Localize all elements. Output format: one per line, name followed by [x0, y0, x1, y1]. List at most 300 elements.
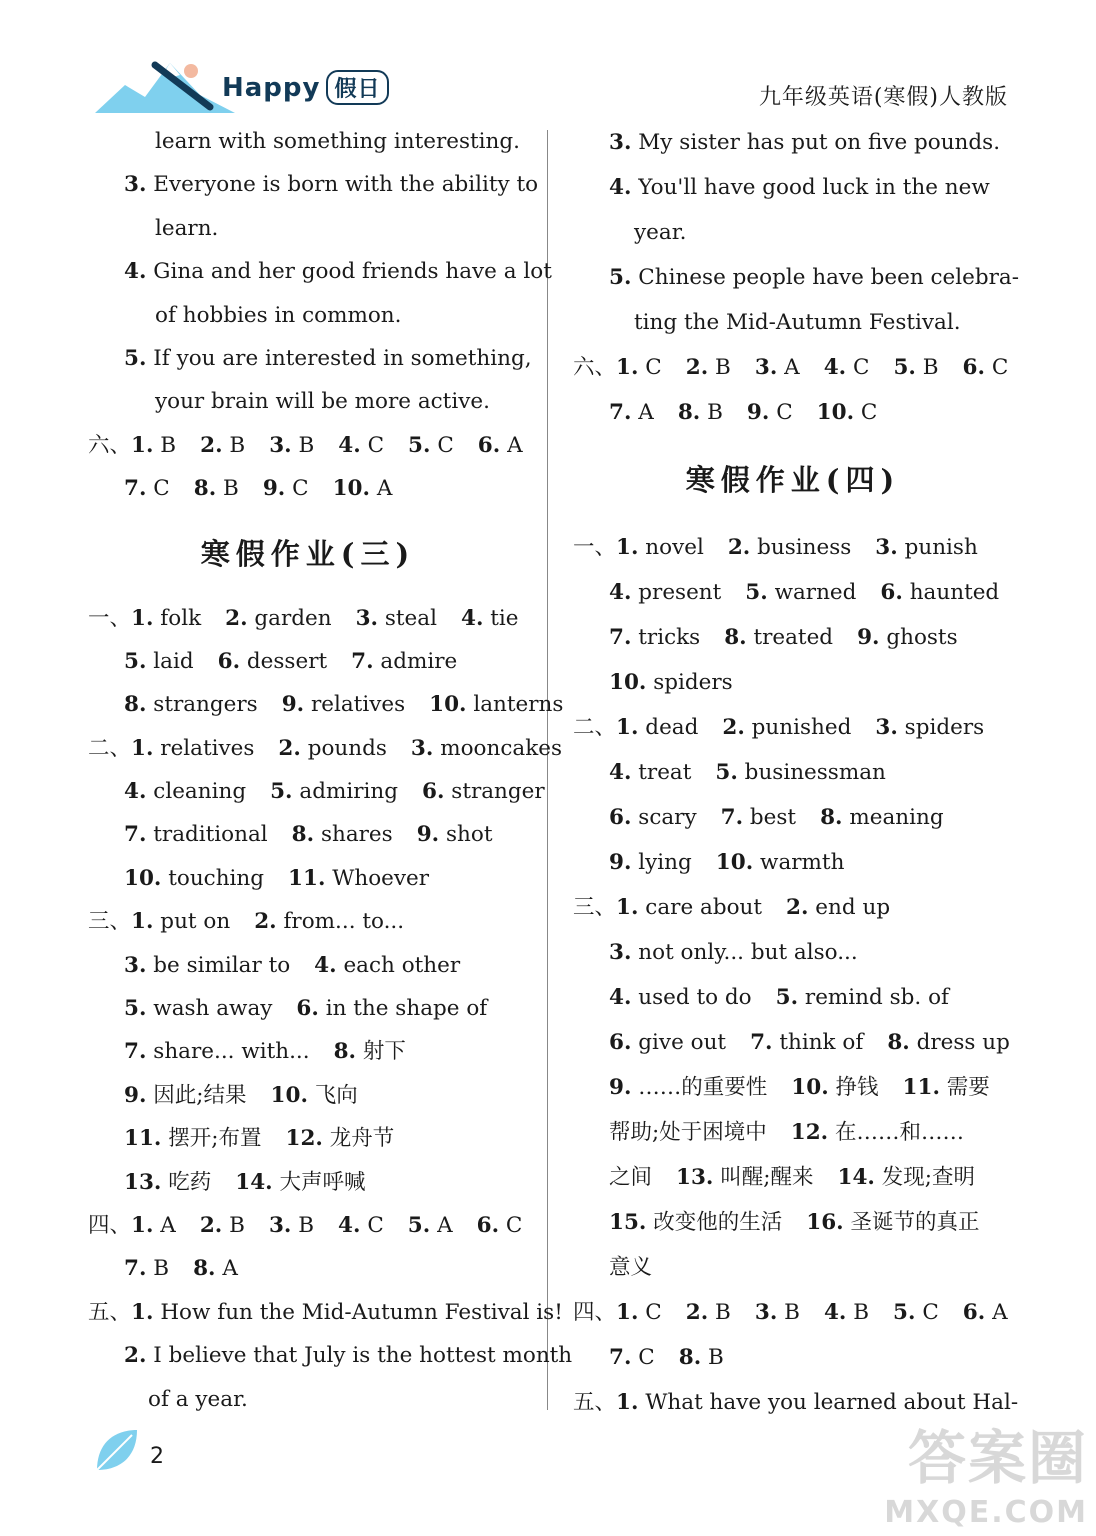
item-number: 7.	[124, 1256, 147, 1282]
section-title: 寒假作业(三)	[200, 536, 416, 571]
item-answer: ……的重要性	[631, 1075, 768, 1100]
section-label: 六、	[88, 432, 132, 458]
answer-item	[724, 625, 833, 650]
answer-item	[124, 649, 194, 674]
item-answer: shot	[439, 822, 493, 848]
item-number: 3.	[355, 605, 379, 631]
answer-item	[791, 1075, 878, 1100]
answer-item	[124, 779, 246, 804]
answer-item	[408, 433, 454, 458]
item-answer: strangers	[146, 692, 258, 718]
item-number: 2.	[254, 909, 277, 935]
answer-item	[131, 606, 201, 631]
left-column	[88, 120, 573, 1421]
item-answer: garden	[247, 605, 332, 631]
answer-row	[88, 1117, 528, 1160]
item-number: 5.	[715, 760, 738, 785]
answer-line: of hobbies in common.	[155, 302, 402, 328]
answer-row	[573, 750, 1013, 795]
section-label: 五、	[573, 1390, 617, 1415]
answer-item	[411, 736, 562, 761]
item-number: 5.	[893, 355, 916, 380]
item-answer: dead	[638, 715, 699, 740]
item-answer: C	[285, 476, 309, 502]
answer-item	[286, 1126, 395, 1151]
series-title: 九年级英语(寒假)人教版	[758, 85, 1008, 110]
answer-row	[573, 1200, 1013, 1245]
answer-item	[745, 580, 856, 605]
answer-item	[728, 535, 851, 560]
answer-item	[124, 953, 290, 978]
answer-line: 五、1. What have you learned about Hal-	[573, 1390, 1019, 1415]
answer-item	[218, 649, 327, 674]
item-number: 13.	[124, 1169, 162, 1195]
answer-item	[193, 1256, 238, 1281]
answer-item	[963, 355, 1009, 380]
answer-item	[292, 822, 393, 847]
item-answer: relatives	[153, 735, 255, 761]
answer-row	[573, 660, 1013, 705]
item-answer: A	[777, 355, 800, 380]
item-number: 15.	[609, 1210, 647, 1235]
answer-item	[791, 1120, 964, 1145]
answer-item	[893, 1300, 939, 1325]
item-number: 5.	[775, 985, 799, 1010]
item-answer: tie	[483, 605, 519, 631]
answer-item	[616, 895, 762, 920]
item-number: 6.	[477, 432, 501, 458]
answer-line: year.	[634, 220, 687, 245]
answer-item	[269, 433, 314, 458]
item-number: 10.	[791, 1075, 829, 1100]
answer-item	[131, 736, 254, 761]
item-number: 3.	[875, 715, 898, 740]
item-answer: care about	[638, 895, 763, 920]
item-answer: 大声呼喊	[272, 1169, 366, 1195]
item-number: 4.	[609, 985, 632, 1010]
item-number: 8.	[193, 1256, 216, 1282]
item-number: 9.	[609, 850, 632, 875]
item-answer: A	[985, 1300, 1008, 1325]
item-number: 10.	[609, 670, 647, 695]
item-answer: touching	[161, 865, 265, 891]
answer-item	[194, 476, 239, 501]
item-number: 7.	[124, 1039, 147, 1065]
item-answer: share... with...	[146, 1039, 310, 1065]
item-number: 9.	[281, 692, 305, 718]
answer-item	[408, 1213, 453, 1238]
item-answer: novel	[638, 535, 704, 560]
logo-badge: 假日	[326, 70, 388, 105]
item-answer: businessman	[737, 760, 886, 785]
answer-item	[278, 736, 387, 761]
item-answer: present	[631, 580, 722, 605]
item-answer: treat	[631, 760, 692, 785]
item-answer: C	[638, 1300, 662, 1325]
item-answer: business	[750, 535, 852, 560]
item-number: 10.	[715, 850, 754, 875]
logo-text: Happy	[222, 73, 321, 103]
item-number: 11.	[902, 1075, 940, 1100]
answer-item	[270, 779, 398, 804]
item-number: 2.	[727, 535, 751, 560]
answer-item	[429, 692, 563, 717]
section-label: 二、	[573, 715, 617, 740]
item-answer: cleaning	[146, 779, 247, 805]
item-answer: think of	[772, 1030, 864, 1055]
item-number: 2.	[200, 432, 223, 458]
answer-item	[461, 606, 519, 631]
item-number: 4.	[609, 580, 632, 605]
item-number: 3.	[268, 1212, 292, 1238]
answer-item	[269, 1213, 314, 1238]
item-answer: be similar to	[146, 952, 291, 978]
answer-item	[824, 355, 870, 380]
answer-item	[903, 1075, 990, 1100]
answer-item	[609, 1210, 782, 1235]
item-answer: C	[846, 355, 870, 380]
item-number: 4.	[338, 432, 361, 458]
item-answer: 飞向	[307, 1082, 358, 1108]
item-number: 7.	[609, 625, 632, 650]
item-answer: warned	[767, 580, 857, 605]
item-answer: B	[222, 1212, 245, 1238]
answer-line: your brain will be more active.	[155, 389, 490, 415]
answer-row	[88, 1247, 528, 1290]
item-number: 9.	[124, 1082, 147, 1108]
item-answer: shares	[314, 822, 393, 848]
watermark-logo: 答案圈	[907, 1424, 1088, 1492]
answer-row	[88, 727, 562, 770]
item-number: 9.	[746, 400, 770, 425]
answer-row	[88, 944, 528, 987]
logo-mountain-icon	[95, 55, 235, 115]
item-number: 5.	[745, 580, 768, 605]
item-number: 10.	[816, 400, 855, 425]
answer-row	[88, 857, 528, 900]
item-answer: mooncakes	[433, 735, 562, 761]
page-number: 2	[150, 1444, 164, 1469]
answer-item	[616, 1300, 662, 1325]
item-answer: spiders	[646, 670, 733, 695]
answer-item	[356, 606, 437, 631]
answer-item	[887, 1030, 1010, 1055]
item-answer: 发现;查明	[874, 1165, 976, 1190]
item-answer: scary	[631, 805, 697, 830]
item-answer: C	[146, 476, 170, 502]
answer-row	[573, 615, 1013, 660]
item-answer: A	[153, 1212, 176, 1238]
item-number: 3.	[410, 735, 434, 761]
answer-line: 意义	[609, 1255, 653, 1280]
answer-row	[573, 345, 1013, 390]
item-answer: B	[153, 432, 177, 458]
item-answer: punish	[897, 535, 978, 560]
item-answer: tricks	[631, 625, 701, 650]
answer-item	[417, 822, 493, 847]
page-header	[0, 0, 1096, 120]
item-number: 3.	[124, 952, 147, 978]
item-answer: B	[708, 1300, 731, 1325]
item-answer: C	[430, 432, 454, 458]
item-answer: dress up	[909, 1030, 1010, 1055]
answer-item	[609, 625, 700, 650]
section-label: 三、	[88, 909, 132, 935]
item-answer: B	[700, 400, 723, 425]
item-answer: C	[854, 400, 878, 425]
answer-item	[124, 1256, 169, 1281]
answer-item	[715, 760, 886, 785]
item-answer: stranger	[444, 779, 545, 805]
answer-item	[124, 1039, 310, 1064]
answer-line: 5. If you are interested in something,	[124, 345, 532, 371]
item-answer: B	[701, 1345, 724, 1370]
answer-item	[875, 535, 978, 560]
answer-item	[880, 580, 999, 605]
item-answer: admiring	[292, 779, 398, 805]
answer-row	[88, 424, 528, 467]
item-answer: dessert	[240, 648, 328, 674]
answer-row	[88, 597, 528, 640]
answer-item	[609, 580, 721, 605]
answer-line: learn with something interesting.	[155, 129, 520, 154]
item-answer: steal	[378, 605, 437, 631]
answer-item	[820, 805, 944, 830]
answer-row	[573, 840, 1013, 885]
answer-item	[755, 355, 800, 380]
item-number: 10.	[332, 476, 370, 502]
item-number: 2.	[278, 735, 301, 761]
item-number: 8.	[124, 692, 147, 718]
answer-item	[679, 1345, 724, 1370]
answer-item	[131, 433, 176, 458]
answer-row	[573, 930, 1013, 975]
answer-item	[609, 940, 858, 965]
section-label: 五、	[88, 1299, 132, 1325]
answer-line: 3. Everyone is born with the ability to	[124, 172, 539, 198]
item-answer: 需要	[939, 1075, 990, 1100]
answer-row	[573, 1335, 1013, 1380]
answer-item	[477, 1213, 523, 1238]
item-number: 13.	[676, 1165, 714, 1190]
item-number: 7.	[609, 1345, 632, 1370]
item-answer: C	[769, 400, 793, 425]
item-number: 10.	[124, 865, 162, 891]
item-number: 7.	[351, 648, 374, 674]
section-label: 六、	[573, 355, 617, 380]
answer-line: 3. My sister has put on five pounds.	[609, 130, 1001, 155]
answer-line: learn.	[155, 215, 219, 241]
answer-item	[875, 715, 984, 740]
item-number: 7.	[750, 1030, 773, 1055]
answer-item	[824, 1300, 869, 1325]
answer-item	[351, 649, 457, 674]
watermark	[884, 1411, 1088, 1530]
answer-item	[338, 1213, 384, 1238]
answer-row	[88, 987, 528, 1030]
item-answer: Whoever	[325, 865, 430, 891]
answer-item	[686, 355, 731, 380]
answer-row	[88, 1204, 528, 1247]
item-number: 1.	[131, 909, 154, 935]
item-number: 1.	[616, 895, 639, 920]
item-answer: C	[984, 355, 1009, 380]
item-answer: put on	[153, 909, 231, 935]
item-number: 1.	[616, 355, 639, 380]
item-number: 1.	[131, 1212, 154, 1238]
answer-item	[755, 1300, 800, 1325]
item-number: 5.	[407, 1212, 431, 1238]
answer-item	[686, 1300, 731, 1325]
answer-item	[314, 953, 460, 978]
item-number: 6.	[476, 1212, 500, 1238]
answer-row	[88, 467, 528, 510]
answer-line: ting the Mid-Autumn Festival.	[634, 310, 961, 335]
item-answer: B	[291, 1212, 315, 1238]
item-answer: B	[708, 355, 731, 380]
item-answer: A	[631, 400, 654, 425]
item-number: 1.	[131, 735, 154, 761]
item-answer: C	[499, 1212, 523, 1238]
item-number: 2.	[685, 1300, 709, 1325]
item-number: 6.	[422, 779, 445, 805]
item-answer: meaning	[842, 805, 944, 830]
item-answer: haunted	[902, 580, 1000, 605]
answer-item	[678, 400, 723, 425]
item-answer: A	[430, 1212, 453, 1238]
item-answer: A	[215, 1256, 238, 1282]
answer-item	[235, 1170, 365, 1195]
answer-item	[609, 1075, 767, 1100]
item-number: 7.	[124, 822, 147, 848]
item-answer: remind sb. of	[798, 985, 949, 1010]
answer-item	[609, 400, 654, 425]
answer-line: 五、1. How fun the Mid-Autumn Festival is!	[88, 1299, 563, 1325]
answer-item	[616, 535, 704, 560]
item-answer: B	[216, 476, 239, 502]
item-answer: in the shape of	[318, 996, 488, 1022]
answer-item	[857, 625, 958, 650]
item-answer: folk	[153, 605, 202, 631]
item-number: 10.	[429, 692, 467, 718]
item-answer: C	[638, 355, 662, 380]
item-answer: 挣钱	[828, 1075, 879, 1100]
answer-item	[131, 909, 230, 934]
answer-row	[573, 1065, 1013, 1110]
item-answer: lying	[631, 850, 692, 875]
answer-item	[334, 1039, 406, 1064]
item-number: 1.	[616, 715, 639, 740]
answer-item	[124, 1126, 262, 1151]
item-answer: end up	[808, 895, 891, 920]
item-number: 12.	[285, 1126, 323, 1152]
item-answer: not only... but also...	[631, 940, 858, 965]
item-answer: spiders	[897, 715, 985, 740]
answer-row	[88, 1161, 528, 1204]
answer-item	[124, 866, 264, 891]
item-answer: B	[846, 1300, 870, 1325]
item-answer: relatives	[304, 692, 406, 718]
section-label: 一、	[573, 535, 617, 560]
item-number: 1.	[131, 605, 154, 631]
item-number: 11.	[288, 865, 326, 891]
answer-item	[333, 476, 393, 501]
answer-row	[573, 525, 1013, 570]
answer-row	[88, 1030, 528, 1073]
right-column	[573, 120, 1020, 1425]
item-number: 9.	[416, 822, 440, 848]
answer-item	[609, 670, 733, 695]
item-number: 8.	[677, 400, 701, 425]
item-number: 6.	[609, 1030, 632, 1055]
answer-item	[609, 1345, 655, 1370]
answer-item	[609, 1030, 726, 1055]
answer-item	[806, 1210, 979, 1235]
item-answer: B	[146, 1256, 170, 1282]
item-number: 6.	[962, 355, 985, 380]
item-number: 1.	[616, 1300, 639, 1325]
item-number: 7.	[609, 400, 632, 425]
item-number: 5.	[270, 779, 293, 805]
answer-item	[271, 1083, 358, 1108]
answer-row: 之间 13. 叫醒;醒来 14. 发现;查明	[609, 1165, 976, 1190]
item-number: 3.	[609, 940, 632, 965]
answer-item	[124, 476, 170, 501]
item-answer: B	[222, 432, 246, 458]
item-answer: punished	[744, 715, 852, 740]
item-number: 4.	[314, 952, 337, 978]
answer-item	[288, 866, 429, 891]
answer-item	[963, 1300, 1008, 1325]
item-number: 2.	[199, 1212, 223, 1238]
item-number: 5.	[893, 1300, 916, 1325]
item-answer: treated	[746, 625, 834, 650]
answer-row	[573, 885, 1013, 930]
answer-item	[893, 355, 938, 380]
answer-item	[478, 433, 523, 458]
item-number: 4.	[609, 760, 632, 785]
answer-item	[131, 1213, 176, 1238]
item-answer: 在……和……	[828, 1120, 964, 1145]
item-number: 8.	[333, 1039, 357, 1065]
item-answer: C	[631, 1345, 655, 1370]
item-answer: B	[291, 432, 315, 458]
answer-row	[573, 570, 1013, 615]
item-number: 3.	[269, 432, 292, 458]
answer-row	[88, 900, 528, 943]
item-answer: best	[743, 805, 797, 830]
item-answer: 吃药	[161, 1169, 212, 1195]
item-answer: pounds	[300, 735, 387, 761]
answer-item	[200, 1213, 245, 1238]
answer-row	[88, 640, 528, 683]
item-answer: 叫醒;醒来	[713, 1165, 814, 1190]
item-answer: 因此;结果	[146, 1082, 247, 1108]
leaf-icon	[92, 1425, 142, 1475]
item-answer: C	[915, 1300, 939, 1325]
item-answer: each other	[336, 952, 461, 978]
answer-item	[817, 400, 878, 425]
item-number: 2.	[685, 355, 709, 380]
item-answer: from... to...	[276, 909, 405, 935]
section-label: 三、	[573, 895, 617, 920]
answer-item	[721, 805, 796, 830]
item-number: 3.	[754, 1300, 778, 1325]
item-number: 7.	[124, 476, 147, 502]
answer-row	[573, 390, 1013, 435]
answer-item	[254, 909, 404, 934]
item-number: 6.	[880, 580, 903, 605]
